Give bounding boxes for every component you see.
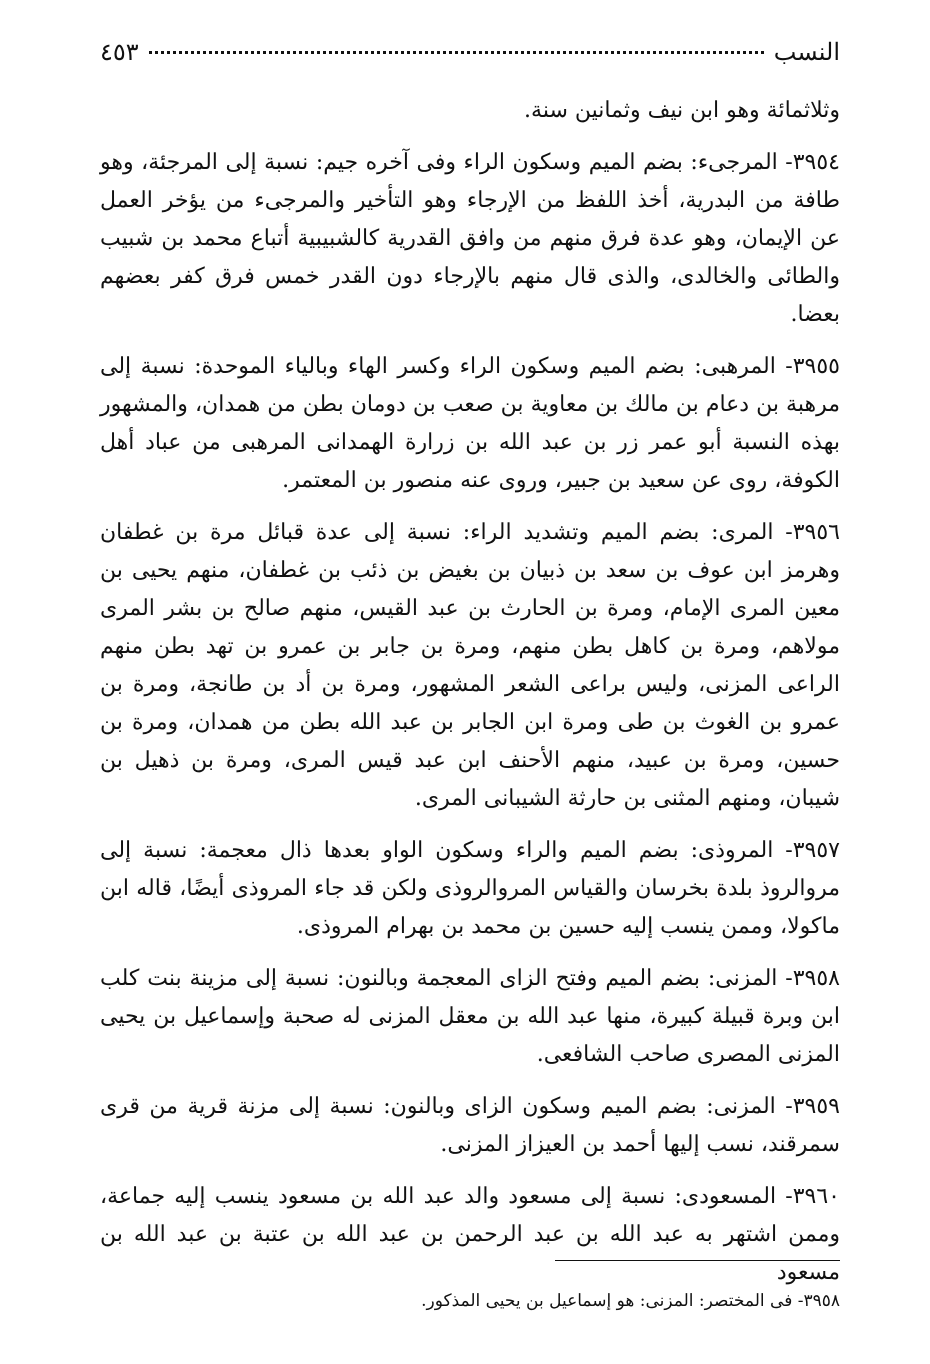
continuation-text: وثلاثمائة وهو ابن نيف وثمانين سنة. — [524, 98, 840, 123]
entry-3959: ٣٩٥٩- المزنى: بضم الميم وسكون الزاى وبالنون: نسبة إلى مزنة قرية من قرى سمرقند، نسب إليها أحمد بن العيزاز المزنى. — [100, 1094, 840, 1157]
footnote-divider — [555, 1260, 840, 1261]
chapter-title: النسب — [773, 38, 840, 66]
page-number: ٤٥٣ — [100, 38, 139, 66]
footnote: ٣٩٥٨- فى المختصر: المزنى: هو إسماعيل بن يحيى المذكور. — [421, 1291, 840, 1311]
dotted-leader — [149, 51, 764, 54]
entry-3957: ٣٩٥٧- المروذى: بضم الميم والراء وسكون الواو بعدها ذال معجمة: نسبة إلى مروالروذ بلدة بخرسان والقياس المروالروذى ولكن قد جاء المروذى أيضًا، قاله ابن ماكولا، وممن ينسب إليه حسين بن محمد بن بهرام المروذى. — [100, 838, 840, 939]
running-header — [100, 38, 840, 82]
entry-3960: ٣٩٦٠- المسعودى: نسبة إلى مسعود والد عبد الله بن مسعود ينسب إليه جماعة، وممن اشتهر به عبد الله بن عبد الرحمن بن عبد الله بن عتبة بن عبد الله بن مسعود — [100, 1184, 840, 1285]
entry-3955: ٣٩٥٥- المرهبى: بضم الميم وسكون الراء وكسر الهاء وبالياء الموحدة: نسبة إلى مرهبة بن دعام بن مالك بن معاوية بن صعب بن دومان بطن من همدان، والمشهور بهذه النسبة أبو عمر زر بن عبد الله بن زرارة الهمدانى المرهبى من عباد أهل الكوفة، روى عن سعيد بن جبير، وروى عنه منصور بن المعتمر. — [100, 354, 840, 493]
book-page — [100, 38, 840, 1311]
entry-3954: ٣٩٥٤- المرجىء: بضم الميم وسكون الراء وفى آخره جيم: نسبة إلى المرجئة، وهو طافة من البدرية، أخذ اللفظ من الإرجاء وهو التأخير والمرجىء من يؤخر العمل عن الإيمان، وهو عدة فرق منهم من وافق القدرية كالشبيبية أتباع محمد بن شبيب والطائى والخالدى، والذى قال منهم بالإرجاء دون القدر خمس فرق كفر بعضهم بعضا. — [100, 150, 840, 327]
entry-3958: ٣٩٥٨- المزنى: بضم الميم وفتح الزاى المعجمة وبالنون: نسبة إلى مزينة بنت كلب ابن وبرة قبيلة كبيرة، منها عبد الله بن معقل المزنى له صحبة وإسماعيل بن يحيى المزنى المصرى صاحب الشافعى. — [100, 966, 840, 1067]
entry-3956: ٣٩٥٦- المرى: بضم الميم وتشديد الراء: نسبة إلى عدة قبائل مرة بن غطفان وهرمز ابن عوف بن سعد بن ذبيان بن بغيض بن ذئب بن غطفان، منهم يحيى بن معين المرى الإمام، ومرة بن الحارث بن عبد القيس، منهم صالح بن بشر المرى مولاهم، ومرة بن كاهل بطن منهم، ومرة بن جابر بن عمرو بن تهد بطن منهم الراعى المزنى، وليس براعى الشعر المشهور، ومرة بن أد بن طانجة، ومرة بن عمرو بن الغوث بن طى ومرة ابن الجابر بن عبد الله بطن من همدان، ومرة بن حسين، ومرة بن عبيد، منهم الأحنف ابن عبد قيس المرى، ومرة بن ذهيل بن شيبان، ومنهم المثنى بن حارثة الشيبانى المرى. — [100, 520, 840, 811]
